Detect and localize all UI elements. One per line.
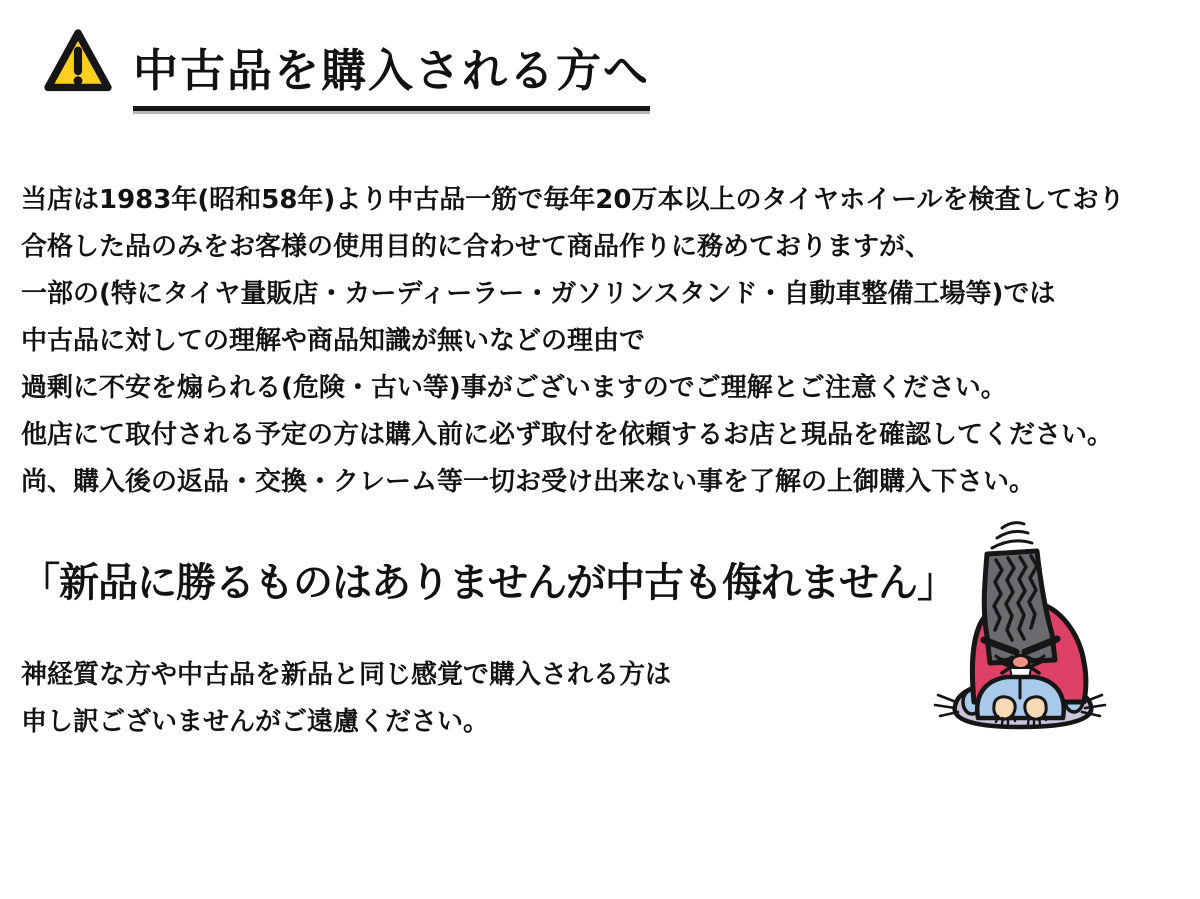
mascot-nose [1012, 656, 1030, 669]
footer-line: 神経質な方や中古品を新品と同じ感覚で購入される方は [21, 660, 672, 690]
bow-motion-lines-icon [992, 523, 1032, 548]
body-line: 他店にて取付される予定の方は購入前に必ず取付を依頼するお店と現品を確認してください。 [21, 420, 1114, 450]
notice-header [0, 0, 1200, 120]
footer-line: 申し訳ございませんがご遠慮ください。 [21, 707, 490, 737]
body-line: 中古品に対しての理解や商品知識が無いなどの理由で [21, 326, 646, 356]
body-line: 過剰に不安を煽られる(危険・古い等)事がございますのでご理解とご注意ください。 [21, 373, 1007, 403]
body-line: 合格した品のみをお客様の使用目的に合わせて商品作りに務めておりますが、 [21, 232, 932, 262]
notice-footer [21, 652, 671, 746]
page-title [133, 34, 650, 111]
body-line: 尚、購入後の返品・交換・クレーム等一切お受け出来ない事を了解の上御購入下さい。 [21, 467, 1036, 497]
notice-body [21, 177, 1124, 506]
page-title-text: 中古品を購入される方へ [133, 34, 650, 111]
body-line: 当店は1983年(昭和58年)より中古品一筋で毎年20万本以上のタイヤホイールを検査しており [21, 185, 1125, 215]
warning-triangle-icon [44, 26, 112, 104]
slogan-quote: 「新品に勝るものはありませんが中古も侮れません」 [20, 560, 956, 606]
bowing-tire-mascot [928, 510, 1172, 744]
body-line: 一部の(特にタイヤ量販店・カーディーラー・ガソリンスタンド・自動車整備工場等)では [21, 279, 1056, 309]
warning-exclamation-dot [74, 76, 83, 85]
